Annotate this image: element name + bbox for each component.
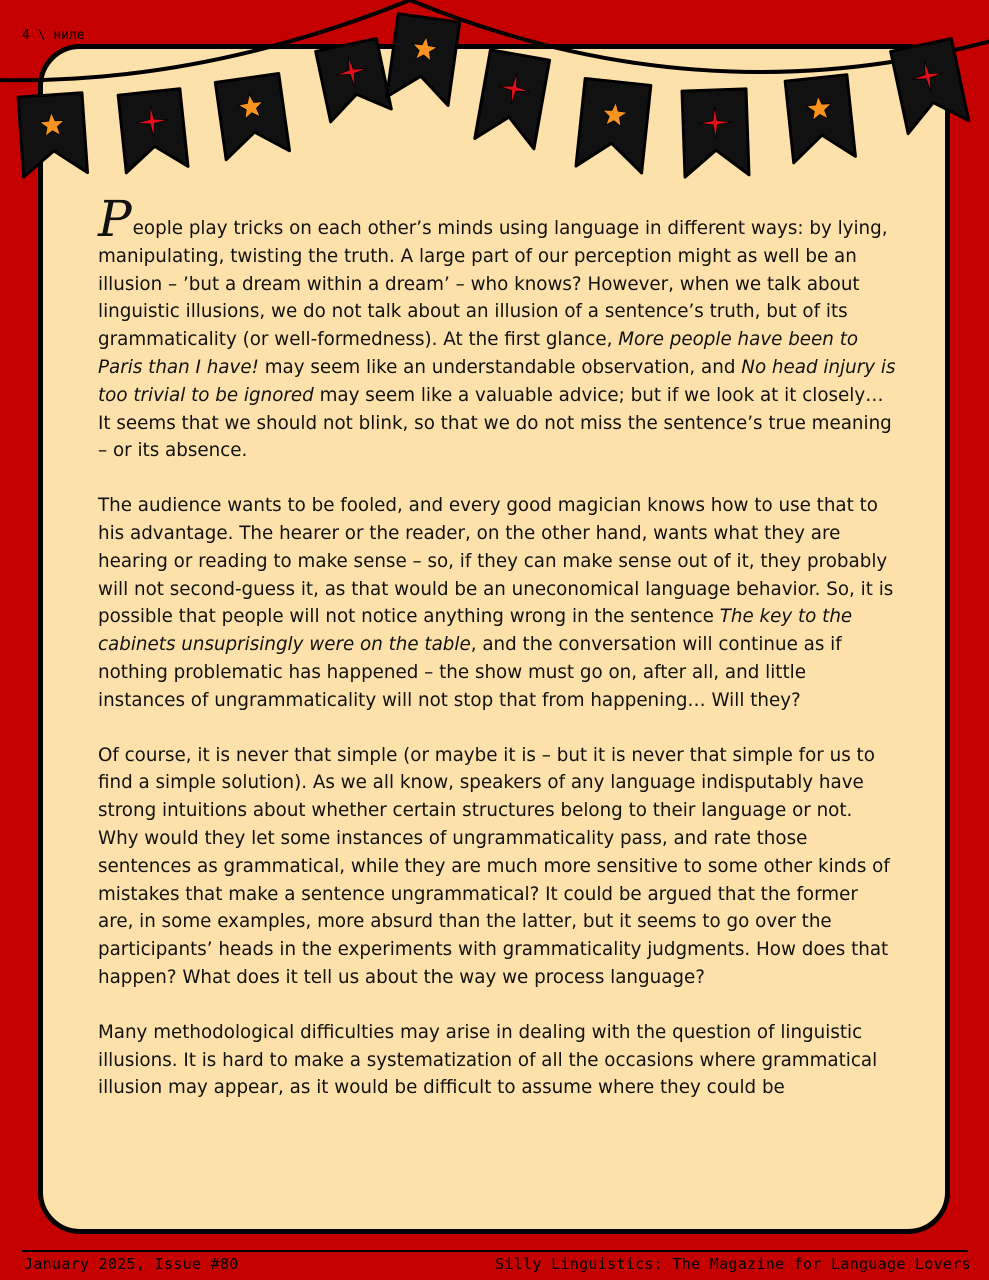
article-paragraph xyxy=(98,492,898,714)
footer-issue: January 2025, Issue #80 xyxy=(24,1255,239,1273)
article-paragraph xyxy=(98,742,898,992)
paragraph-text: Many methodological difficulties may arise in dealing with the question of linguistic illusions. It is hard to make a systematization of all the occasions where grammatical illusion may appear, as it would be difficult to assume where they could be xyxy=(98,1021,878,1099)
bunting-garland xyxy=(0,0,989,200)
page-number: 4 \ ниле xyxy=(22,28,85,43)
bunting-flag xyxy=(785,75,855,163)
article-paragraph xyxy=(98,190,898,465)
paragraph-text: The audience wants to be fooled, and every good magician knows how to use that to his advantage. The hearer or the reader, on the other hand, wants what they are hearing or reading to make sense – so, if they can make sense out of it, they probably will not second-guess it, as that would be an uneconomical language behavior. So, it is possible that people will not notice anything wrong in the sentence xyxy=(98,495,894,628)
bunting-flag xyxy=(475,50,550,149)
paragraph-text: eople play tricks on each other’s minds using language in different ways: by lying, manipulating, twisting the truth. A large part of our perception might as well be an illusion – ’but a dream within a dream’ – who knows? However, when we talk about linguistic illusions, we do not talk about an illusion of a sentence’s truth, but of its grammaticality (or well-formedness). At the first glance, xyxy=(98,218,888,351)
paragraph-text: Of course, it is never that simple (or maybe it is – but it is never that simple for us to find a simple solution). As we all know, speakers of any language indisputably have strong intuitions about whether certain structures belong to their language or not. Why would they let some instances of ungrammaticality pass, and rate those sentences as grammatical, while they are much more sensitive to some other kinds of mistakes that make a sentence ungrammatical? It could be argued that the former are, in some examples, more absurd than the latter, but it seems to go over the participants’ heads in the experiments with grammaticality judgments. How does that happen? What does it tell us about the way we process language? xyxy=(98,744,890,988)
bunting-flag xyxy=(891,39,969,134)
article-body xyxy=(98,190,898,1129)
example-sentence: No head injury is too trivial to be ignored xyxy=(98,356,896,406)
paragraph-text: , and the conversation will continue as if nothing problematic has happened – the show must go on, after all, and little instances of ungrammaticality will not stop that from happening… Will they? xyxy=(98,634,842,711)
bunting-flag xyxy=(316,39,392,122)
footer-magazine-title: Silly Linguistics: The Magazine for Language Lovers xyxy=(495,1255,971,1273)
bunting-flag xyxy=(387,14,460,106)
article-paragraph xyxy=(98,1019,898,1102)
drop-cap: P xyxy=(98,190,132,248)
bunting-flag xyxy=(682,89,749,177)
bunting-flag xyxy=(576,79,651,173)
bunting-flag xyxy=(18,93,87,177)
bunting-flag xyxy=(215,74,289,160)
paragraph-text: may seem like a valuable advice; but if we look at it closely… It seems that we should not blink, so that we do not miss the sentence’s true meaning – or its absence. xyxy=(98,384,892,462)
footer-divider xyxy=(22,1250,968,1252)
paragraph-text: may seem like an understandable observation, and xyxy=(258,356,742,378)
example-sentence: More people have been to Paris than I have! xyxy=(98,329,859,378)
example-sentence: The key to the cabinets unsuprisingly were on the table xyxy=(98,606,853,656)
bunting-flag xyxy=(118,89,188,173)
